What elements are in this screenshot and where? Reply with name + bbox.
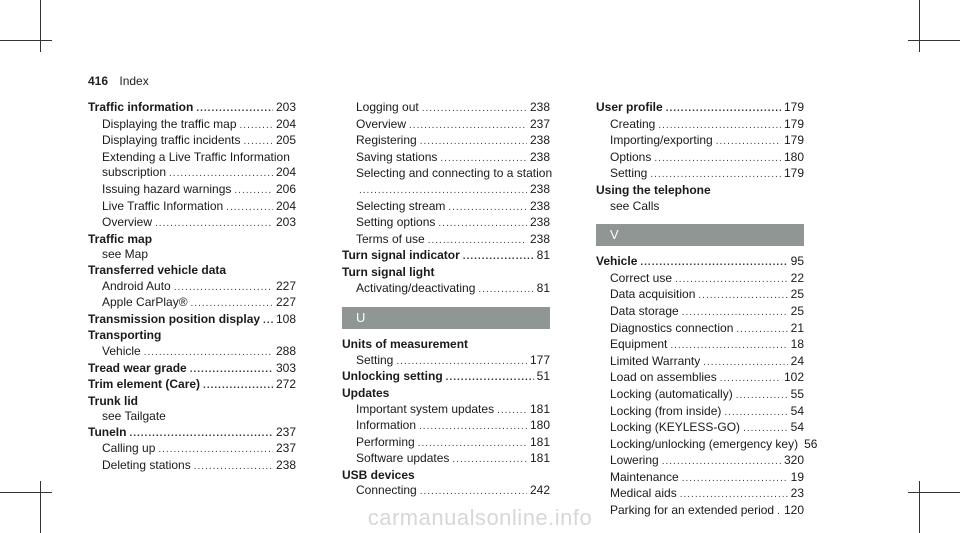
index-subentry-text: Selecting and connecting to a station xyxy=(356,166,553,181)
dot-leader xyxy=(736,388,788,404)
entry-label: Locking (automatically) xyxy=(610,386,733,401)
dot-leader xyxy=(720,371,781,387)
entry-label: Software updates xyxy=(356,451,450,466)
page-reference[interactable]: 23 xyxy=(790,486,804,501)
index-subentry[interactable] xyxy=(596,150,804,167)
dot-leader xyxy=(194,459,273,475)
dot-leader xyxy=(420,134,527,150)
index-subentry[interactable] xyxy=(596,117,804,134)
page-reference[interactable]: 238 xyxy=(529,231,550,246)
page-reference[interactable]: 120 xyxy=(783,503,804,518)
entry-label: Live Traffic Information xyxy=(102,198,224,213)
page-reference[interactable]: 25 xyxy=(790,287,804,302)
entry-label: Setting xyxy=(610,166,648,181)
page-reference[interactable]: 238 xyxy=(529,215,550,230)
entry-label: Deleting stations xyxy=(102,458,191,473)
index-column-2 xyxy=(342,100,553,500)
entry-label: Parking for an extended period xyxy=(610,503,775,518)
page-reference[interactable]: 237 xyxy=(275,424,296,439)
entry-label: Locking (KEYLESS-GO) xyxy=(610,420,741,435)
entry-label: Important system updates xyxy=(356,401,495,416)
page-reference[interactable]: 204 xyxy=(275,116,296,131)
entry-label: Transmission position display xyxy=(88,311,261,326)
entry-label: Overview xyxy=(356,116,407,131)
dot-leader xyxy=(428,233,527,249)
dot-leader xyxy=(144,345,273,361)
page-reference[interactable]: 181 xyxy=(529,451,550,466)
page-reference[interactable]: 180 xyxy=(529,418,550,433)
index-subentry[interactable] xyxy=(596,387,804,404)
page-reference[interactable]: 51 xyxy=(536,369,550,384)
page-reference[interactable]: 81 xyxy=(536,280,550,295)
dot-leader xyxy=(244,134,273,150)
index-subentry[interactable] xyxy=(342,182,550,199)
index-entry-heading: Transporting xyxy=(88,328,162,343)
index-subentry[interactable] xyxy=(596,133,804,150)
page-reference[interactable]: 108 xyxy=(275,311,296,326)
page-header xyxy=(88,74,149,88)
dot-leader xyxy=(396,354,527,370)
entry-label: Unlocking setting xyxy=(342,369,443,384)
crop-mark xyxy=(40,0,41,52)
page-reference[interactable]: 95 xyxy=(790,254,804,269)
page-reference[interactable]: 19 xyxy=(790,469,804,484)
page-reference[interactable]: 272 xyxy=(275,377,296,392)
dot-leader xyxy=(670,338,787,354)
entry-label: Options xyxy=(610,149,652,164)
page-reference[interactable]: 177 xyxy=(529,352,550,367)
entry-label: Vehicle xyxy=(596,254,638,269)
dot-leader xyxy=(658,118,781,134)
index-subentry[interactable] xyxy=(88,295,296,312)
dot-leader xyxy=(448,200,527,216)
index-subentry[interactable] xyxy=(596,321,804,338)
page-reference[interactable]: 55 xyxy=(790,386,804,401)
page-reference[interactable]: 25 xyxy=(790,303,804,318)
index-letter-heading: V xyxy=(596,224,804,246)
page-reference[interactable]: 179 xyxy=(783,100,804,114)
page-reference[interactable]: 237 xyxy=(529,116,550,131)
entry-label: Android Auto xyxy=(102,278,171,293)
entry-label: Setting xyxy=(356,352,394,367)
index-subentry[interactable] xyxy=(596,304,804,321)
entry-label: Traffic information xyxy=(88,100,194,114)
dot-leader xyxy=(497,403,527,419)
dot-leader xyxy=(240,118,273,134)
section-title: Index xyxy=(119,74,149,88)
index-column-1 xyxy=(88,100,296,475)
index-entry-heading: Using the telephone xyxy=(596,182,711,197)
entry-label: Locking/unlocking (emergency key) xyxy=(610,436,799,451)
entry-label: Displaying the traffic map xyxy=(102,116,237,131)
page-reference[interactable]: 203 xyxy=(275,100,296,114)
page-reference[interactable]: 238 xyxy=(529,149,550,164)
dot-leader xyxy=(169,166,273,182)
dot-leader xyxy=(155,216,273,232)
index-entry[interactable] xyxy=(88,377,296,394)
index-entry[interactable] xyxy=(596,254,804,271)
index-subentry[interactable] xyxy=(342,199,550,216)
entry-label: Maintenance xyxy=(610,469,679,484)
entry-label: Terms of use xyxy=(356,231,425,246)
dot-leader xyxy=(736,322,787,338)
dot-leader xyxy=(680,487,788,503)
dot-leader xyxy=(675,272,788,288)
dot-leader xyxy=(203,378,273,394)
index-entry[interactable] xyxy=(342,248,550,265)
index-subentry[interactable] xyxy=(342,150,550,167)
crop-mark xyxy=(908,492,960,493)
page-reference[interactable]: 22 xyxy=(790,270,804,285)
page-reference[interactable]: 238 xyxy=(529,100,550,114)
dot-leader xyxy=(452,452,527,468)
dot-leader xyxy=(174,280,273,296)
index-subentry[interactable] xyxy=(342,483,550,500)
entry-label: Vehicle xyxy=(102,343,141,358)
entry-label: Activating/deactivating xyxy=(356,280,476,295)
entry-label: Setting options xyxy=(356,215,436,230)
see-reference[interactable]: see Map xyxy=(102,247,149,262)
dot-leader xyxy=(196,101,273,117)
index-subentry[interactable] xyxy=(342,435,550,452)
index-entry-heading: USB devices xyxy=(342,467,415,482)
page-reference[interactable]: 242 xyxy=(529,483,550,498)
page-reference[interactable]: 204 xyxy=(275,198,296,213)
index-subentry[interactable] xyxy=(342,117,550,134)
index-letter-heading: U xyxy=(342,307,550,329)
page-reference[interactable]: 320 xyxy=(783,453,804,468)
page-reference[interactable]: 179 xyxy=(783,166,804,181)
entry-label: Turn signal indicator xyxy=(342,248,460,263)
entry-label: Performing xyxy=(356,434,415,449)
page-reference[interactable]: 24 xyxy=(790,353,804,368)
dot-leader xyxy=(420,484,527,500)
index-entry[interactable] xyxy=(88,100,296,117)
entry-label: Load on assemblies xyxy=(610,370,717,385)
index-entry-heading: Traffic map xyxy=(88,231,153,246)
index-subentry[interactable] xyxy=(596,337,804,354)
index-subentry[interactable] xyxy=(342,353,550,370)
entry-label: Selecting stream xyxy=(356,198,446,213)
dot-leader xyxy=(682,305,788,321)
index-subentry[interactable] xyxy=(596,486,804,503)
index-subentry[interactable] xyxy=(88,344,296,361)
page-reference[interactable]: 18 xyxy=(790,337,804,352)
see-reference[interactable]: see Tailgate xyxy=(102,409,166,424)
page-reference[interactable]: 227 xyxy=(275,278,296,293)
dot-leader xyxy=(422,101,527,117)
page-reference[interactable]: 180 xyxy=(783,149,804,164)
entry-label: Connecting xyxy=(356,483,417,498)
index-subentry[interactable] xyxy=(88,441,296,458)
entry-label: Locking (from inside) xyxy=(610,403,722,418)
index-column-3 xyxy=(596,100,818,520)
entry-label: Registering xyxy=(356,133,417,148)
dot-leader xyxy=(463,249,534,265)
dot-leader xyxy=(662,454,781,470)
index-subentry[interactable] xyxy=(342,215,550,232)
crop-mark xyxy=(919,0,920,52)
index-entry[interactable] xyxy=(596,100,804,117)
dot-leader xyxy=(698,288,787,304)
dot-leader xyxy=(438,216,527,232)
dot-leader xyxy=(418,436,527,452)
dot-leader xyxy=(190,362,273,378)
page-reference[interactable]: 288 xyxy=(275,343,296,358)
entry-label: Limited Warranty xyxy=(610,353,701,368)
index-subentry[interactable] xyxy=(342,418,550,435)
index-entry[interactable] xyxy=(88,312,296,329)
page-reference[interactable]: 179 xyxy=(783,116,804,131)
page-number: 416 xyxy=(88,74,109,88)
page-reference[interactable]: 204 xyxy=(275,165,296,180)
index-subentry[interactable] xyxy=(88,182,296,199)
entry-label: Calling up xyxy=(102,441,156,456)
page-reference[interactable]: 54 xyxy=(790,420,804,435)
crop-mark xyxy=(908,40,960,41)
entry-label: Apple CarPlay® xyxy=(102,295,188,310)
index-subentry[interactable] xyxy=(342,133,550,150)
index-subentry[interactable] xyxy=(596,453,804,470)
index-subentry[interactable] xyxy=(596,287,804,304)
page-reference[interactable]: 203 xyxy=(275,215,296,230)
dot-leader xyxy=(191,296,273,312)
index-subentry[interactable] xyxy=(596,166,804,183)
entry-label: Lowering xyxy=(610,453,659,468)
dot-leader xyxy=(359,183,527,199)
dot-leader xyxy=(682,471,788,487)
entry-label: Displaying traffic incidents xyxy=(102,133,241,148)
page-reference[interactable]: 102 xyxy=(783,370,804,385)
crop-mark xyxy=(0,40,52,41)
index-entry-heading: Trunk lid xyxy=(88,393,139,408)
index-subentry[interactable] xyxy=(596,271,804,288)
page-reference[interactable]: 181 xyxy=(529,401,550,416)
index-subentry[interactable] xyxy=(88,215,296,232)
page-reference[interactable]: 56 xyxy=(804,436,818,451)
entry-label: User profile xyxy=(596,100,663,114)
entry-label: Data acquisition xyxy=(610,287,696,302)
dot-leader xyxy=(724,405,787,421)
index-entry[interactable] xyxy=(88,425,296,442)
entry-label: subscription xyxy=(102,165,167,180)
index-entry[interactable] xyxy=(88,361,296,378)
index-subentry[interactable] xyxy=(88,458,296,475)
dot-leader xyxy=(158,442,273,458)
index-subentry[interactable] xyxy=(596,354,804,371)
index-subentry[interactable] xyxy=(342,281,550,298)
dot-leader xyxy=(478,282,533,298)
index-entry-heading: Transferred vehicle data xyxy=(88,262,227,277)
dot-leader xyxy=(419,419,527,435)
page-reference[interactable]: 238 xyxy=(275,458,296,473)
index-subentry[interactable] xyxy=(88,117,296,134)
entry-label: Data storage xyxy=(610,303,679,318)
index-entry-heading: Units of measurement xyxy=(342,337,469,352)
index-subentry[interactable] xyxy=(596,420,804,437)
page-reference[interactable]: 21 xyxy=(790,320,804,335)
dot-leader xyxy=(263,313,273,329)
dot-leader xyxy=(640,255,787,271)
entry-label: Tread wear grade xyxy=(88,360,187,375)
dot-leader xyxy=(440,151,527,167)
entry-label: Correct use xyxy=(610,270,673,285)
page-reference[interactable]: 237 xyxy=(275,441,296,456)
page-reference[interactable]: 179 xyxy=(783,133,804,148)
index-subentry[interactable] xyxy=(596,436,818,454)
entry-label: Equipment xyxy=(610,337,668,352)
page-reference[interactable]: 238 xyxy=(529,181,550,196)
entry-label: Issuing hazard warnings xyxy=(102,181,232,196)
crop-mark xyxy=(0,492,52,493)
index-subentry[interactable] xyxy=(596,404,804,421)
index-subentry[interactable] xyxy=(342,402,550,419)
dot-leader xyxy=(650,167,781,183)
entry-label: Information xyxy=(356,418,417,433)
entry-label: TuneIn xyxy=(88,424,127,439)
dot-leader xyxy=(226,200,273,216)
entry-label: Importing/exporting xyxy=(610,133,713,148)
index-subentry[interactable] xyxy=(88,133,296,150)
entry-label: Medical aids xyxy=(610,486,677,501)
dot-leader xyxy=(703,355,787,371)
page-reference[interactable]: 303 xyxy=(275,360,296,375)
index-subentry[interactable] xyxy=(342,232,550,249)
index-entry[interactable] xyxy=(342,369,550,386)
dot-leader xyxy=(446,370,534,386)
page-reference[interactable]: 227 xyxy=(275,295,296,310)
entry-label: Creating xyxy=(610,116,656,131)
entry-label: Trim element (Care) xyxy=(88,377,201,392)
index-entry-heading: Turn signal light xyxy=(342,264,435,279)
index-subentry[interactable] xyxy=(88,165,296,182)
dot-leader xyxy=(654,151,781,167)
index-subentry[interactable] xyxy=(88,279,296,296)
index-subentry[interactable] xyxy=(342,451,550,468)
dot-leader xyxy=(234,183,273,199)
page-reference[interactable]: 181 xyxy=(529,434,550,449)
see-reference[interactable]: see Calls xyxy=(610,198,660,213)
index-subentry[interactable] xyxy=(596,470,804,487)
page-reference[interactable]: 54 xyxy=(790,403,804,418)
page-reference[interactable]: 238 xyxy=(529,133,550,148)
entry-label: Logging out xyxy=(356,100,419,114)
entry-label: Diagnostics connection xyxy=(610,320,734,335)
index-subentry[interactable] xyxy=(342,100,550,117)
index-subentry[interactable] xyxy=(88,199,296,216)
index-subentry[interactable] xyxy=(596,370,804,387)
dot-leader xyxy=(409,118,527,134)
page-reference[interactable]: 238 xyxy=(529,198,550,213)
entry-label: Overview xyxy=(102,215,153,230)
page-reference[interactable]: 205 xyxy=(275,133,296,148)
index-subentry-text: Extending a Live Traffic Information xyxy=(102,149,290,164)
page-reference[interactable]: 206 xyxy=(275,181,296,196)
dot-leader xyxy=(743,421,788,437)
dot-leader xyxy=(666,101,781,117)
dot-leader xyxy=(716,134,781,150)
dot-leader xyxy=(129,426,273,442)
watermark: carmanualsonline.info xyxy=(367,505,593,530)
index-entry-heading: Updates xyxy=(342,385,390,400)
entry-label: Saving stations xyxy=(356,149,438,164)
page-reference[interactable]: 81 xyxy=(536,248,550,263)
